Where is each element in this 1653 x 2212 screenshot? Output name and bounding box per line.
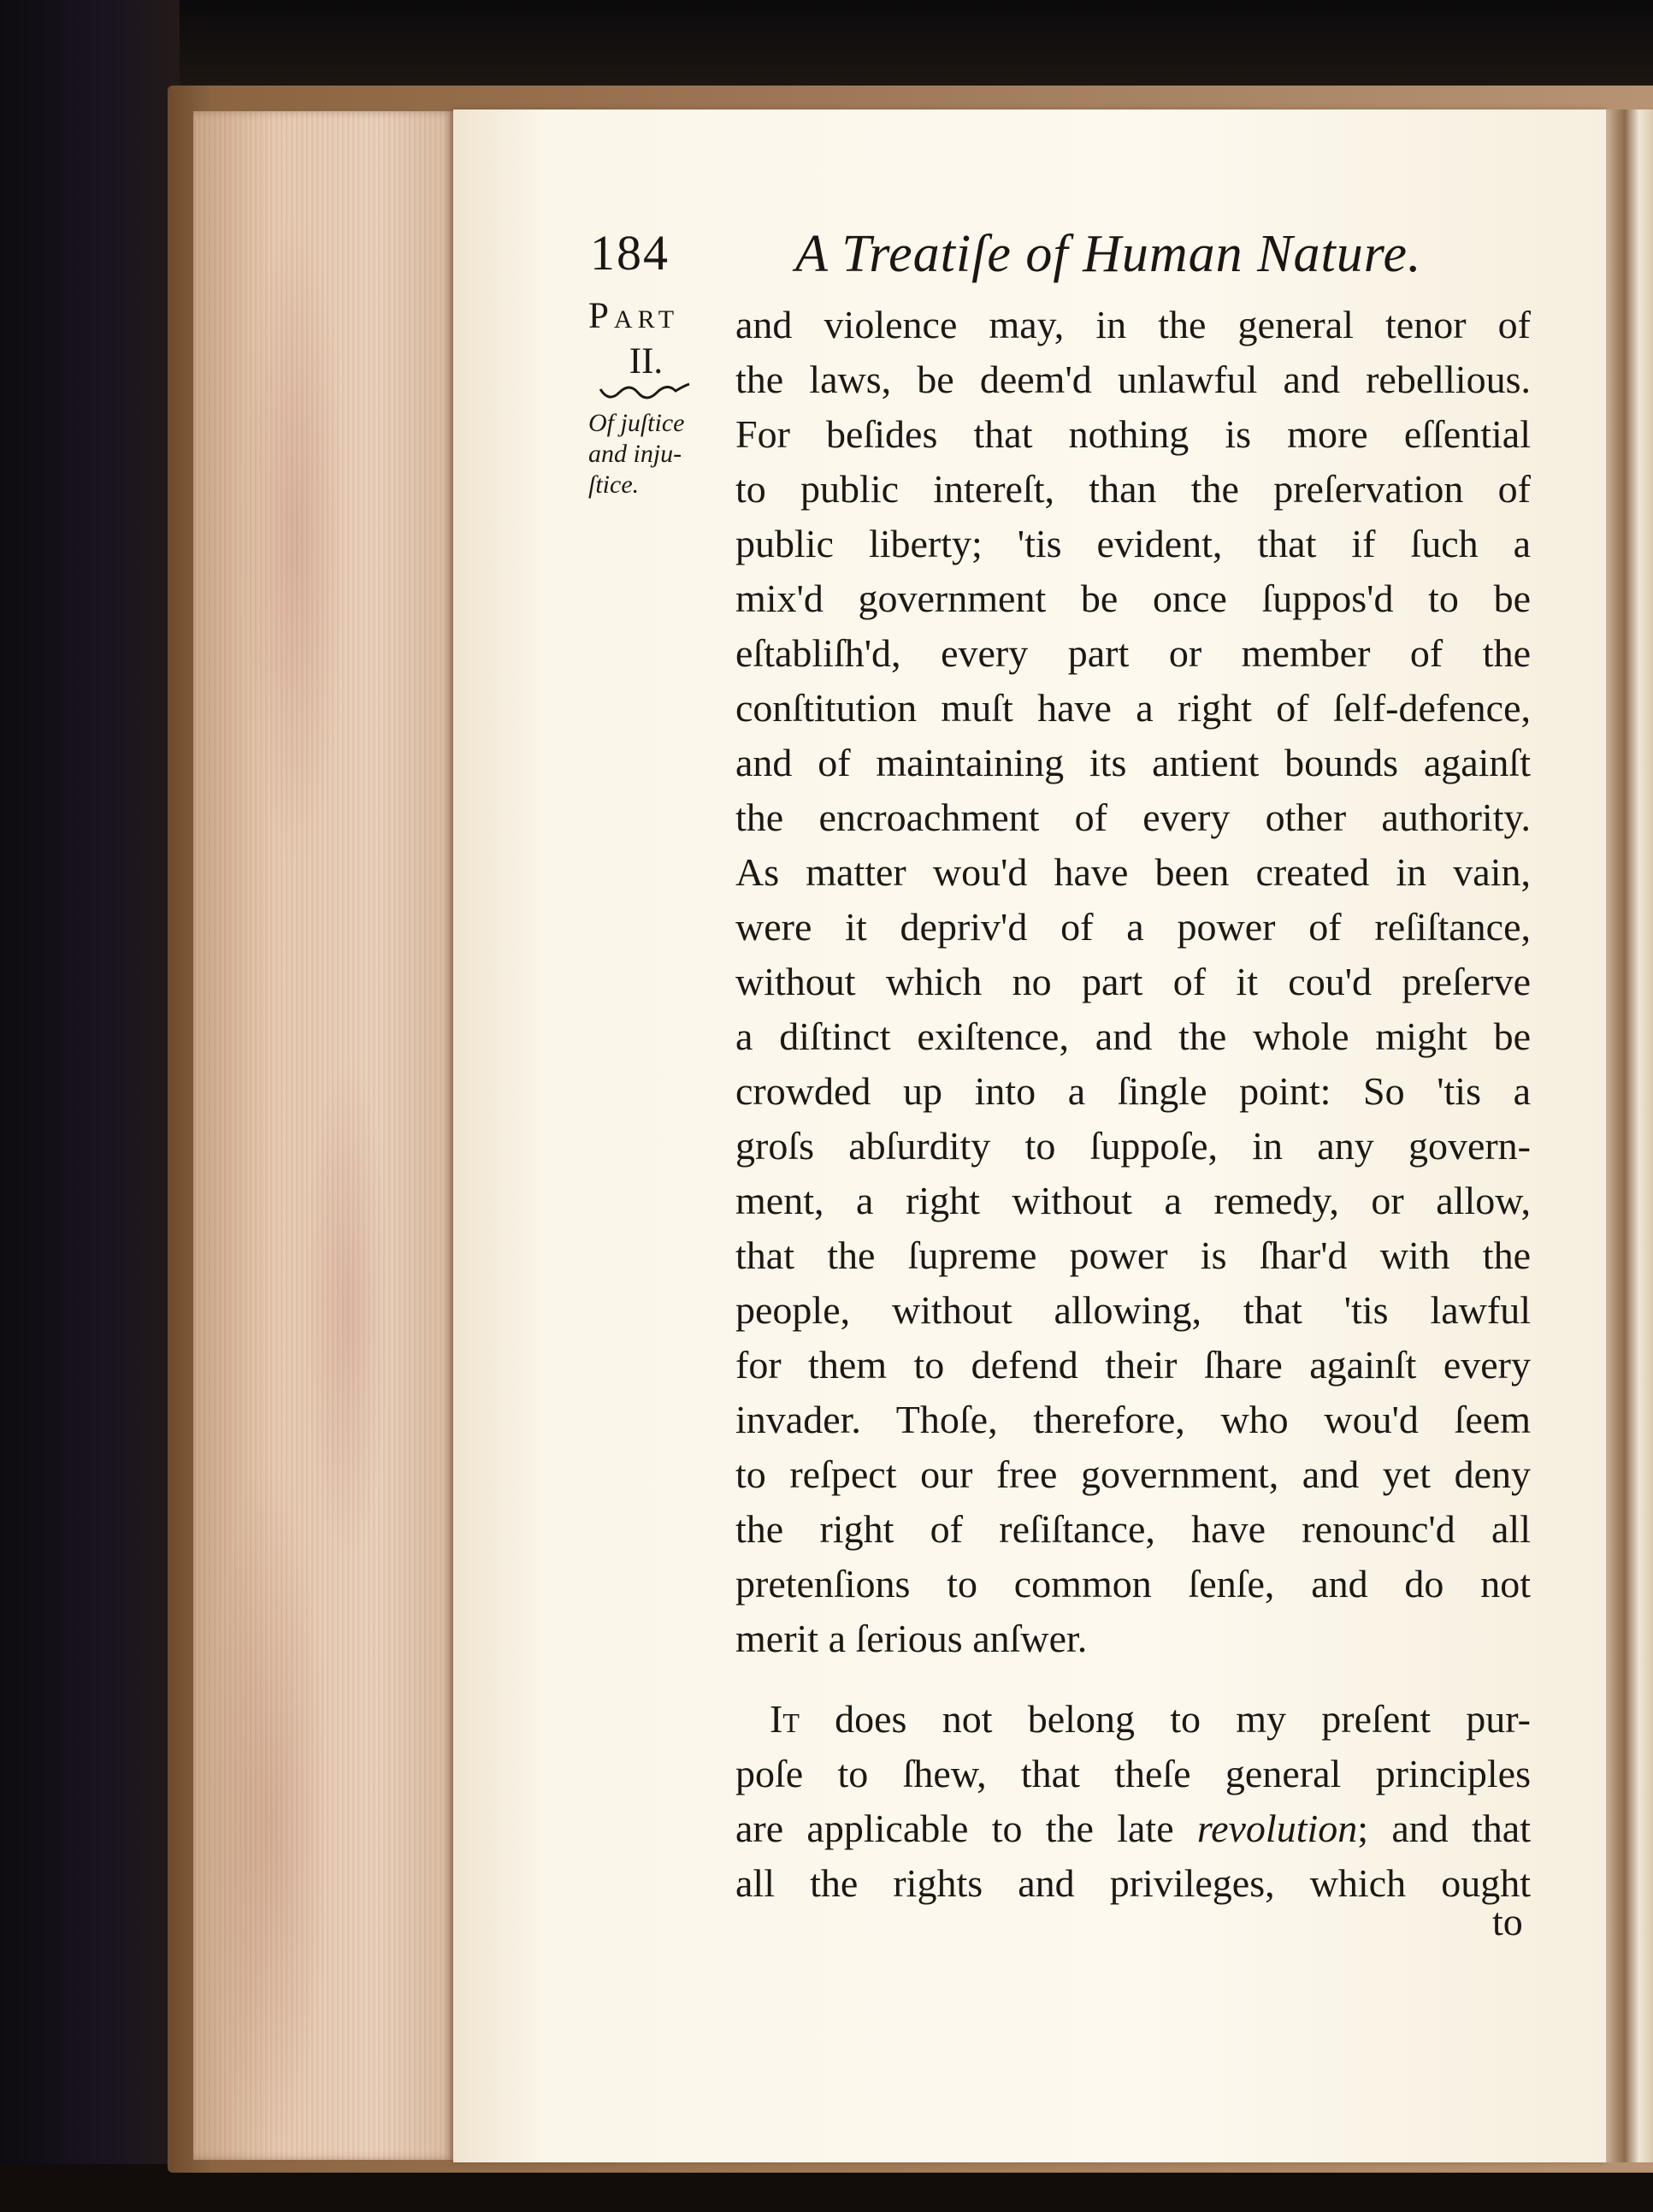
- text-line: and violence may, in the general tenor of: [735, 303, 1531, 346]
- text-line: were it depriv'd of a power of reſiſtance,: [735, 905, 1531, 949]
- text-line: [735, 1692, 1531, 1747]
- paragraph-gap: [735, 1666, 1531, 1692]
- text-line: poſe to ſhew, that theſe general principles: [735, 1752, 1531, 1795]
- page-number: 184: [590, 225, 670, 281]
- text-line: pretenſions to common ſenſe, and do not: [735, 1562, 1531, 1606]
- text-line: to public intereſt, than the preſervation of: [735, 467, 1531, 511]
- part-label: Part: [588, 296, 680, 336]
- italic-word: revolution: [1196, 1807, 1358, 1850]
- text-line: the laws, be deem'd unlawful and rebellious.: [735, 358, 1531, 401]
- text-line: groſs abſurdity to ſuppoſe, in any govern-: [735, 1124, 1531, 1168]
- catchword: to: [1492, 1900, 1523, 1943]
- facing-page-edge: [1606, 109, 1653, 2162]
- foxing-stains: [193, 111, 455, 2160]
- paragraph-lead: It: [770, 1697, 800, 1741]
- text-span: does not belong to my preſent pur-: [835, 1697, 1531, 1741]
- text-line: a diſtinct exiſtence, and the whole might be: [735, 1014, 1531, 1058]
- text-line: public liberty; 'tis evident, that if ſuch a: [735, 522, 1531, 565]
- text-line: conſtitution muſt have a right of ſelf-defence,: [735, 686, 1531, 730]
- book-title: A Treatiſe of Human Nature.: [795, 225, 1422, 283]
- text-line: eſtabliſh'd, every part or member of the: [735, 631, 1531, 675]
- side-heading-line: ſtice.: [588, 470, 640, 499]
- text-line: and of maintaining its antient bounds againſt: [735, 741, 1531, 784]
- side-heading-line: Of juſtice: [588, 409, 685, 437]
- text-span: are applicable to the late: [735, 1807, 1174, 1850]
- text-line: merit a ſerious anſwer.: [735, 1617, 1088, 1660]
- text-line: to reſpect our free government, and yet deny: [735, 1452, 1531, 1496]
- text-line: all the rights and privileges, which ought: [735, 1861, 1531, 1905]
- scan-background-top: [0, 0, 1653, 94]
- text-line: for them to defend their ſhare againſt every: [735, 1343, 1531, 1387]
- text-line: the right of reſiſtance, have renounc'd all: [735, 1507, 1531, 1551]
- text-line: As matter wou'd have been created in vain,: [735, 850, 1531, 894]
- text-line: people, without allowing, that 'tis lawful: [735, 1288, 1531, 1332]
- side-heading-line: and inju-: [588, 440, 682, 468]
- text-line: ment, a right without a remedy, or allow,: [735, 1179, 1531, 1222]
- text-line: invader. Thoſe, therefore, who wou'd ſeem: [735, 1398, 1531, 1441]
- body-text: [735, 298, 1531, 1911]
- text-line: crowded up into a ſingle point: So 'tis a: [735, 1069, 1531, 1113]
- text-line: [735, 1801, 1531, 1856]
- text-span: ; and that: [1357, 1807, 1531, 1850]
- text-line: without which no part of it cou'd preſerve: [735, 960, 1531, 1003]
- running-head: [590, 224, 1548, 301]
- text-line: For beſides that nothing is more eſſential: [735, 412, 1531, 456]
- side-heading: [588, 408, 734, 500]
- text-line: that the ſupreme power is ſhar'd with the: [735, 1233, 1531, 1277]
- margin-note: [588, 295, 734, 500]
- text-line: the encroachment of every other authority.: [735, 795, 1531, 839]
- scan-background-left: [0, 0, 180, 2212]
- text-line: mix'd government be once ſuppos'd to be: [735, 577, 1531, 620]
- part-number: II.: [629, 341, 664, 381]
- ornament-icon: [599, 382, 693, 405]
